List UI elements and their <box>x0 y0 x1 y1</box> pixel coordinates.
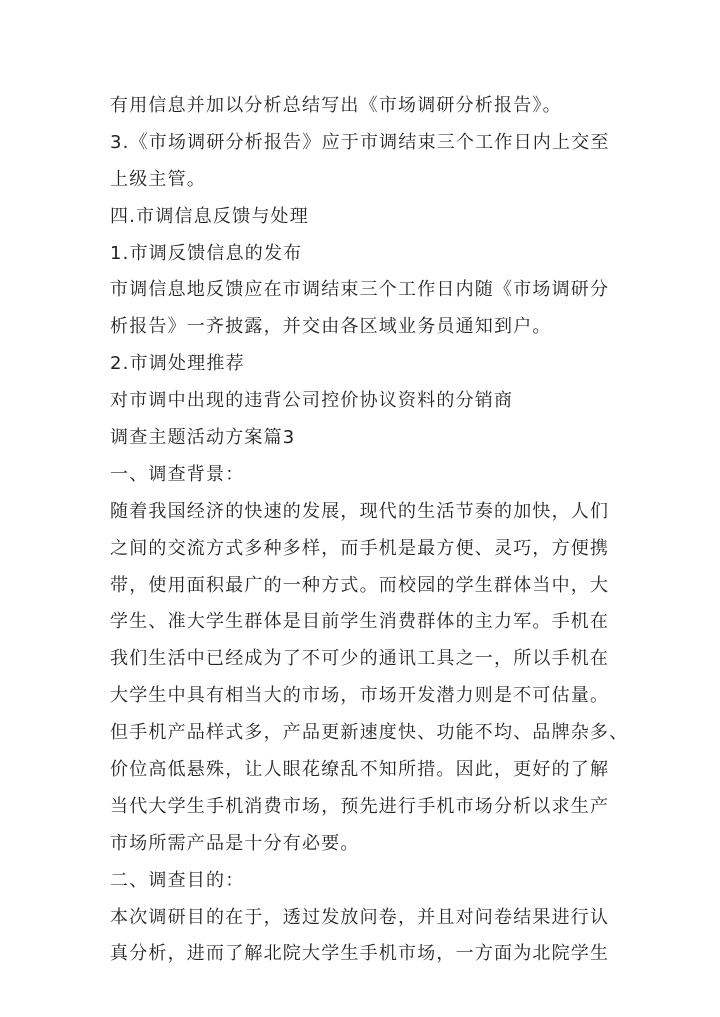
text-line: 我们生活中已经成为了不可少的通讯工具之一，所以手机在 <box>110 648 610 670</box>
text-line: 带，使用面积最广的一种方式。而校园的学生群体当中，大 <box>110 574 610 596</box>
article-title: 调查主题活动方案篇3 <box>110 427 296 449</box>
text-line: 大学生中具有相当大的市场，市场开发潜力则是不可估量。 <box>110 685 610 707</box>
text-line: 真分析，进而了解北院大学生手机市场，一方面为北院学生 <box>110 943 610 965</box>
text-line: 市场所需产品是十分有必要。 <box>110 832 360 854</box>
text-line: 有用信息并加以分析总结写出《市场调研分析报告》。 <box>110 95 562 116</box>
subheading-1: 1.市调反馈信息的发布 <box>110 242 303 264</box>
text-line: 对市调中出现的违背公司控价协议资料的分销商 <box>110 390 514 412</box>
section-heading-purpose: 二、调查目的： <box>110 869 245 891</box>
document-body <box>110 88 630 973</box>
text-line: 上级主管。 <box>110 168 206 190</box>
section-heading-4: 四.市调信息反馈与处理 <box>110 205 309 227</box>
text-line: 析报告》一齐披露，并交由各区域业务员通知到户。 <box>110 316 552 338</box>
text-line: 随着我国经济的快速的发展，现代的生活节奏的加快，人们 <box>110 500 610 522</box>
text-line: 市调信息地反馈应在市调结束三个工作日内随《市场调研分 <box>110 279 610 301</box>
text-line: 价位高低悬殊，让人眼花缭乱不知所措。因此，更好的了解 <box>110 759 610 781</box>
section-heading-background: 一、调查背景： <box>110 463 245 485</box>
subheading-2: 2.市调处理推荐 <box>110 353 245 375</box>
list-item-3: 3.《市场调研分析报告》应于市调结束三个工作日内上交至 <box>110 131 610 153</box>
text-line: 本次调研目的在于，透过发放问卷，并且对问卷结果进行认 <box>110 906 610 928</box>
text-line: 学生、准大学生群体是目前学生消费群体的主力军。手机在 <box>110 611 610 633</box>
text-line: 但手机产品样式多，产品更新速度快、功能不均、品牌杂多、 <box>110 722 629 744</box>
text-line: 当代大学生手机消费市场，预先进行手机市场分析以求生产 <box>110 795 610 817</box>
text-line: 之间的交流方式多种多样，而手机是最方便、灵巧，方便携 <box>110 537 610 559</box>
